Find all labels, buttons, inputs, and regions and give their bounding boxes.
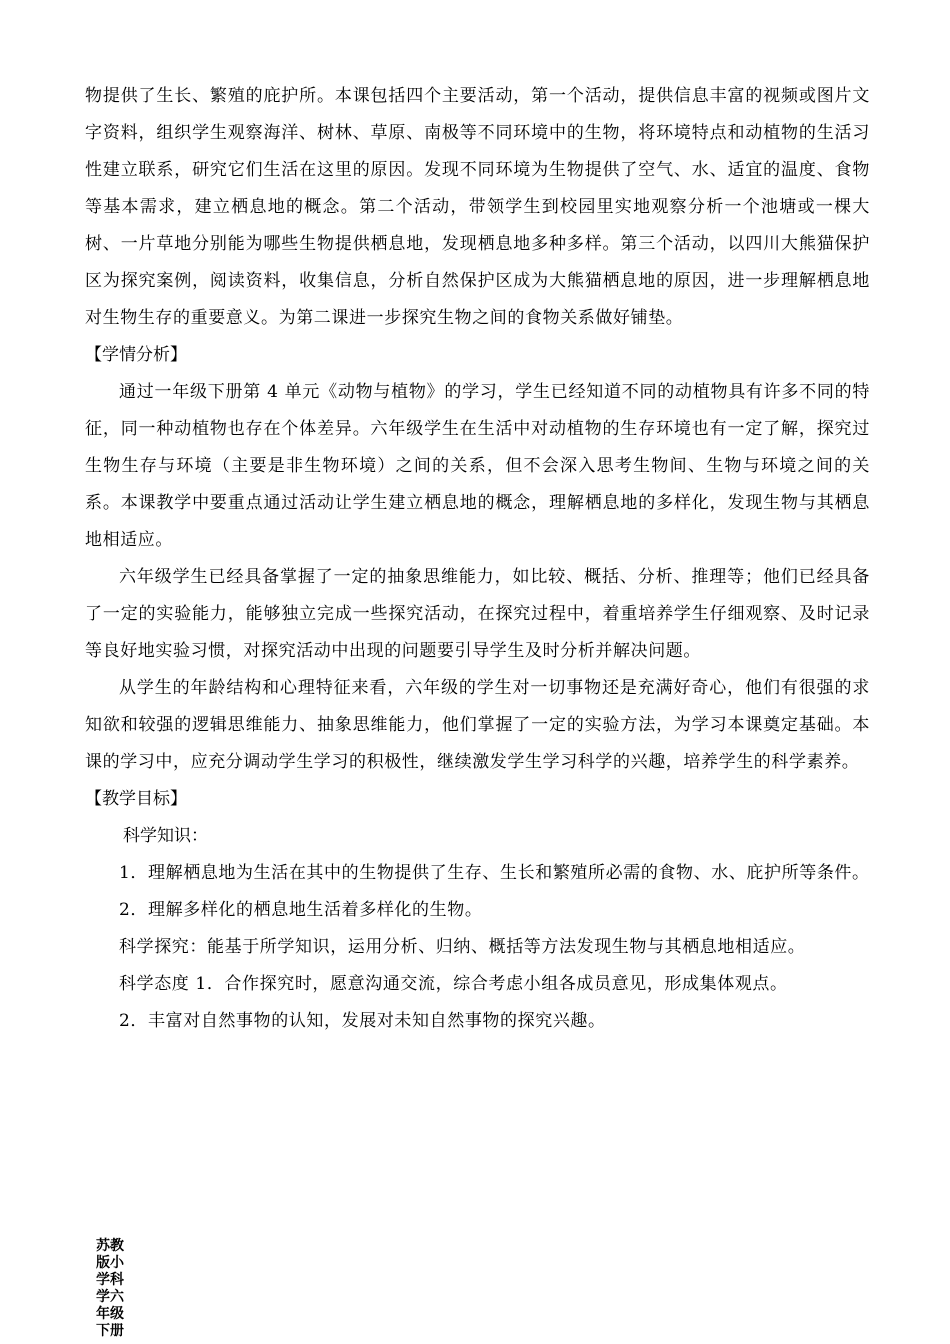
knowledge-label: 科学知识：	[123, 826, 208, 846]
intro-paragraph: 物提供了生长、繁殖的庇护所。本课包括四个主要活动，第一个活动，提供信息丰富的视频或图片文字资料，组织学生观察海洋、树林、草原、南极等不同环境中的生物，将环境特点和动植物的生活习性建立联系，研究它们生活在这里的原因。发现不同环境为生物提供了空气、水、适宜的温度、食物等基本需求，建立栖息地的概念。第二个活动，带领学生到校园里实地观察分析一个池塘或一棵大树、一片草地分别能为哪些生物提供栖息地，发现栖息地多种多样。第三个活动，以四川大熊猫保护区为探究案例，阅读资料，收集信息，分析自然保护区成为大熊猫栖息地的原因，进一步理解栖息地对生物生存的重要意义。为第二课进一步探究生物之间的食物关系做好铺垫。	[85, 86, 870, 328]
student-analysis-paragraph-1: 通过一年级下册第 4 单元《动物与植物》的学习，学生已经知道不同的动植物具有许多不同的特征，同一种动植物也存在个体差异。六年级学生在生活中对动植物的生存环境也有一定了解，探究过生物生存与环境（主要是非生物环境）之间的关系，但不会深入思考生物间、生物与环境之间的关系。本课教学中要重点通过活动让学生建立栖息地的概念，理解栖息地的多样化，发现生物与其栖息地相适应。	[85, 382, 870, 550]
attitude-item-2: 2．丰富对自然事物的认知，发展对未知自然事物的探究兴趣。	[119, 1011, 606, 1031]
teaching-goals-heading: 【教学目标】	[85, 789, 187, 809]
inquiry-goal: 科学探究：能基于所学知识，运用分析、归纳、概括等方法发现生物与其栖息地相适应。	[119, 937, 806, 957]
student-analysis-heading: 【学情分析】	[85, 345, 187, 365]
knowledge-item-2: 2．理解多样化的栖息地生活着多样化的生物。	[119, 900, 483, 920]
document-body	[85, 78, 870, 1040]
student-analysis-paragraph-3: 从学生的年龄结构和心理特征来看，六年级的学生对一切事物还是充满好奇心，他们有很强的求知欲和较强的逻辑思维能力、抽象思维能力，他们掌握了一定的实验方法，为学习本课奠定基础。本课的学习中，应充分调动学生学习的积极性，继续激发学生学习科学的兴趣，培养学生的科学素养。	[85, 678, 870, 772]
knowledge-item-1: 1．理解栖息地为生活在其中的生物提供了生存、生长和繁殖所必需的食物、水、庇护所等条件。	[119, 863, 870, 883]
footer-vertical-label: 苏教版小学科学六年级下册	[96, 1238, 124, 1339]
attitude-goal: 科学态度 1．合作探究时，愿意沟通交流，综合考虑小组各成员意见，形成集体观点。	[119, 974, 788, 994]
student-analysis-paragraph-2: 六年级学生已经具备掌握了一定的抽象思维能力，如比较、概括、分析、推理等；他们已经具备了一定的实验能力，能够独立完成一些探究活动，在探究过程中，着重培养学生仔细观察、及时记录等良好地实验习惯，对探究活动中出现的问题要引导学生及时分析并解决问题。	[85, 567, 870, 661]
